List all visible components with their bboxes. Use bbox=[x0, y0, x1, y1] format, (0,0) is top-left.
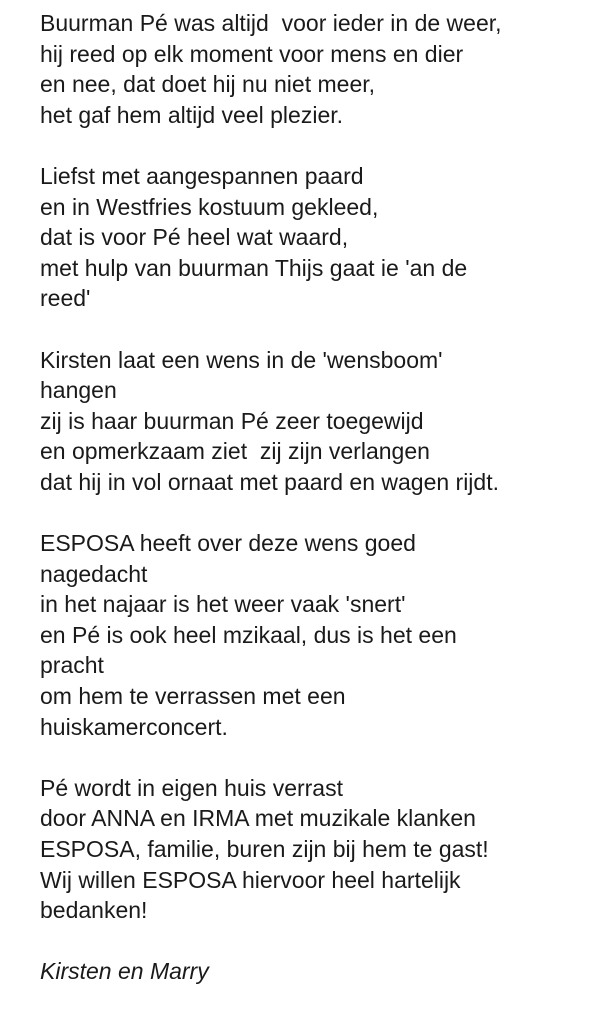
signature: Kirsten en Marry bbox=[40, 958, 209, 985]
poem-line: en in Westfries kostuum gekleed, bbox=[40, 193, 379, 220]
poem-line: dat hij in vol ornaat met paard en wagen rijdt. bbox=[40, 468, 499, 495]
poem-line: pracht bbox=[40, 652, 104, 679]
poem-line: door ANNA en IRMA met muzikale klanken bbox=[40, 805, 476, 832]
stanza-4 bbox=[40, 528, 600, 742]
stanza-5 bbox=[40, 773, 600, 926]
poem-line: dat is voor Pé heel wat waard, bbox=[40, 224, 349, 251]
poem-line: huiskamerconcert. bbox=[40, 713, 228, 740]
poem-line: en Pé is ook heel mzikaal, dus is het een bbox=[40, 621, 457, 648]
poem-line: Pé wordt in eigen huis verrast bbox=[40, 774, 343, 801]
poem-line: Wij willen ESPOSA hiervoor heel hartelijk bbox=[40, 866, 461, 893]
poem-line: Buurman Pé was altijd voor ieder in de weer, bbox=[40, 10, 502, 36]
poem-line: het gaf hem altijd veel plezier. bbox=[40, 101, 344, 128]
poem-line: en opmerkzaam ziet zij zijn verlangen bbox=[40, 438, 430, 465]
poem-line: ESPOSA, familie, buren zijn bij hem te gast! bbox=[40, 836, 489, 863]
poem-line: met hulp van buurman Thijs gaat ie 'an de bbox=[40, 254, 468, 281]
poem-line: Liefst met aangespannen paard bbox=[40, 162, 364, 189]
stanza-3 bbox=[40, 345, 600, 498]
stanza-2 bbox=[40, 161, 600, 314]
poem-line: in het najaar is het weer vaak 'snert' bbox=[40, 591, 406, 618]
poem-line: om hem te verrassen met een bbox=[40, 683, 346, 710]
poem-line: Kirsten laat een wens in de 'wensboom' bbox=[40, 346, 443, 373]
poem-line: ESPOSA heeft over deze wens goed bbox=[40, 530, 416, 557]
poem-line: hangen bbox=[40, 377, 117, 404]
poem-line: reed' bbox=[40, 285, 91, 312]
stanza-1 bbox=[40, 8, 600, 130]
poem-line: nagedacht bbox=[40, 560, 148, 587]
poem-line: en nee, dat doet hij nu niet meer, bbox=[40, 71, 376, 98]
poem-line: bedanken! bbox=[40, 897, 148, 924]
poem-line: zij is haar buurman Pé zeer toegewijd bbox=[40, 407, 424, 434]
poem-body bbox=[40, 8, 600, 987]
poem-line: hij reed op elk moment voor mens en dier bbox=[40, 40, 464, 67]
